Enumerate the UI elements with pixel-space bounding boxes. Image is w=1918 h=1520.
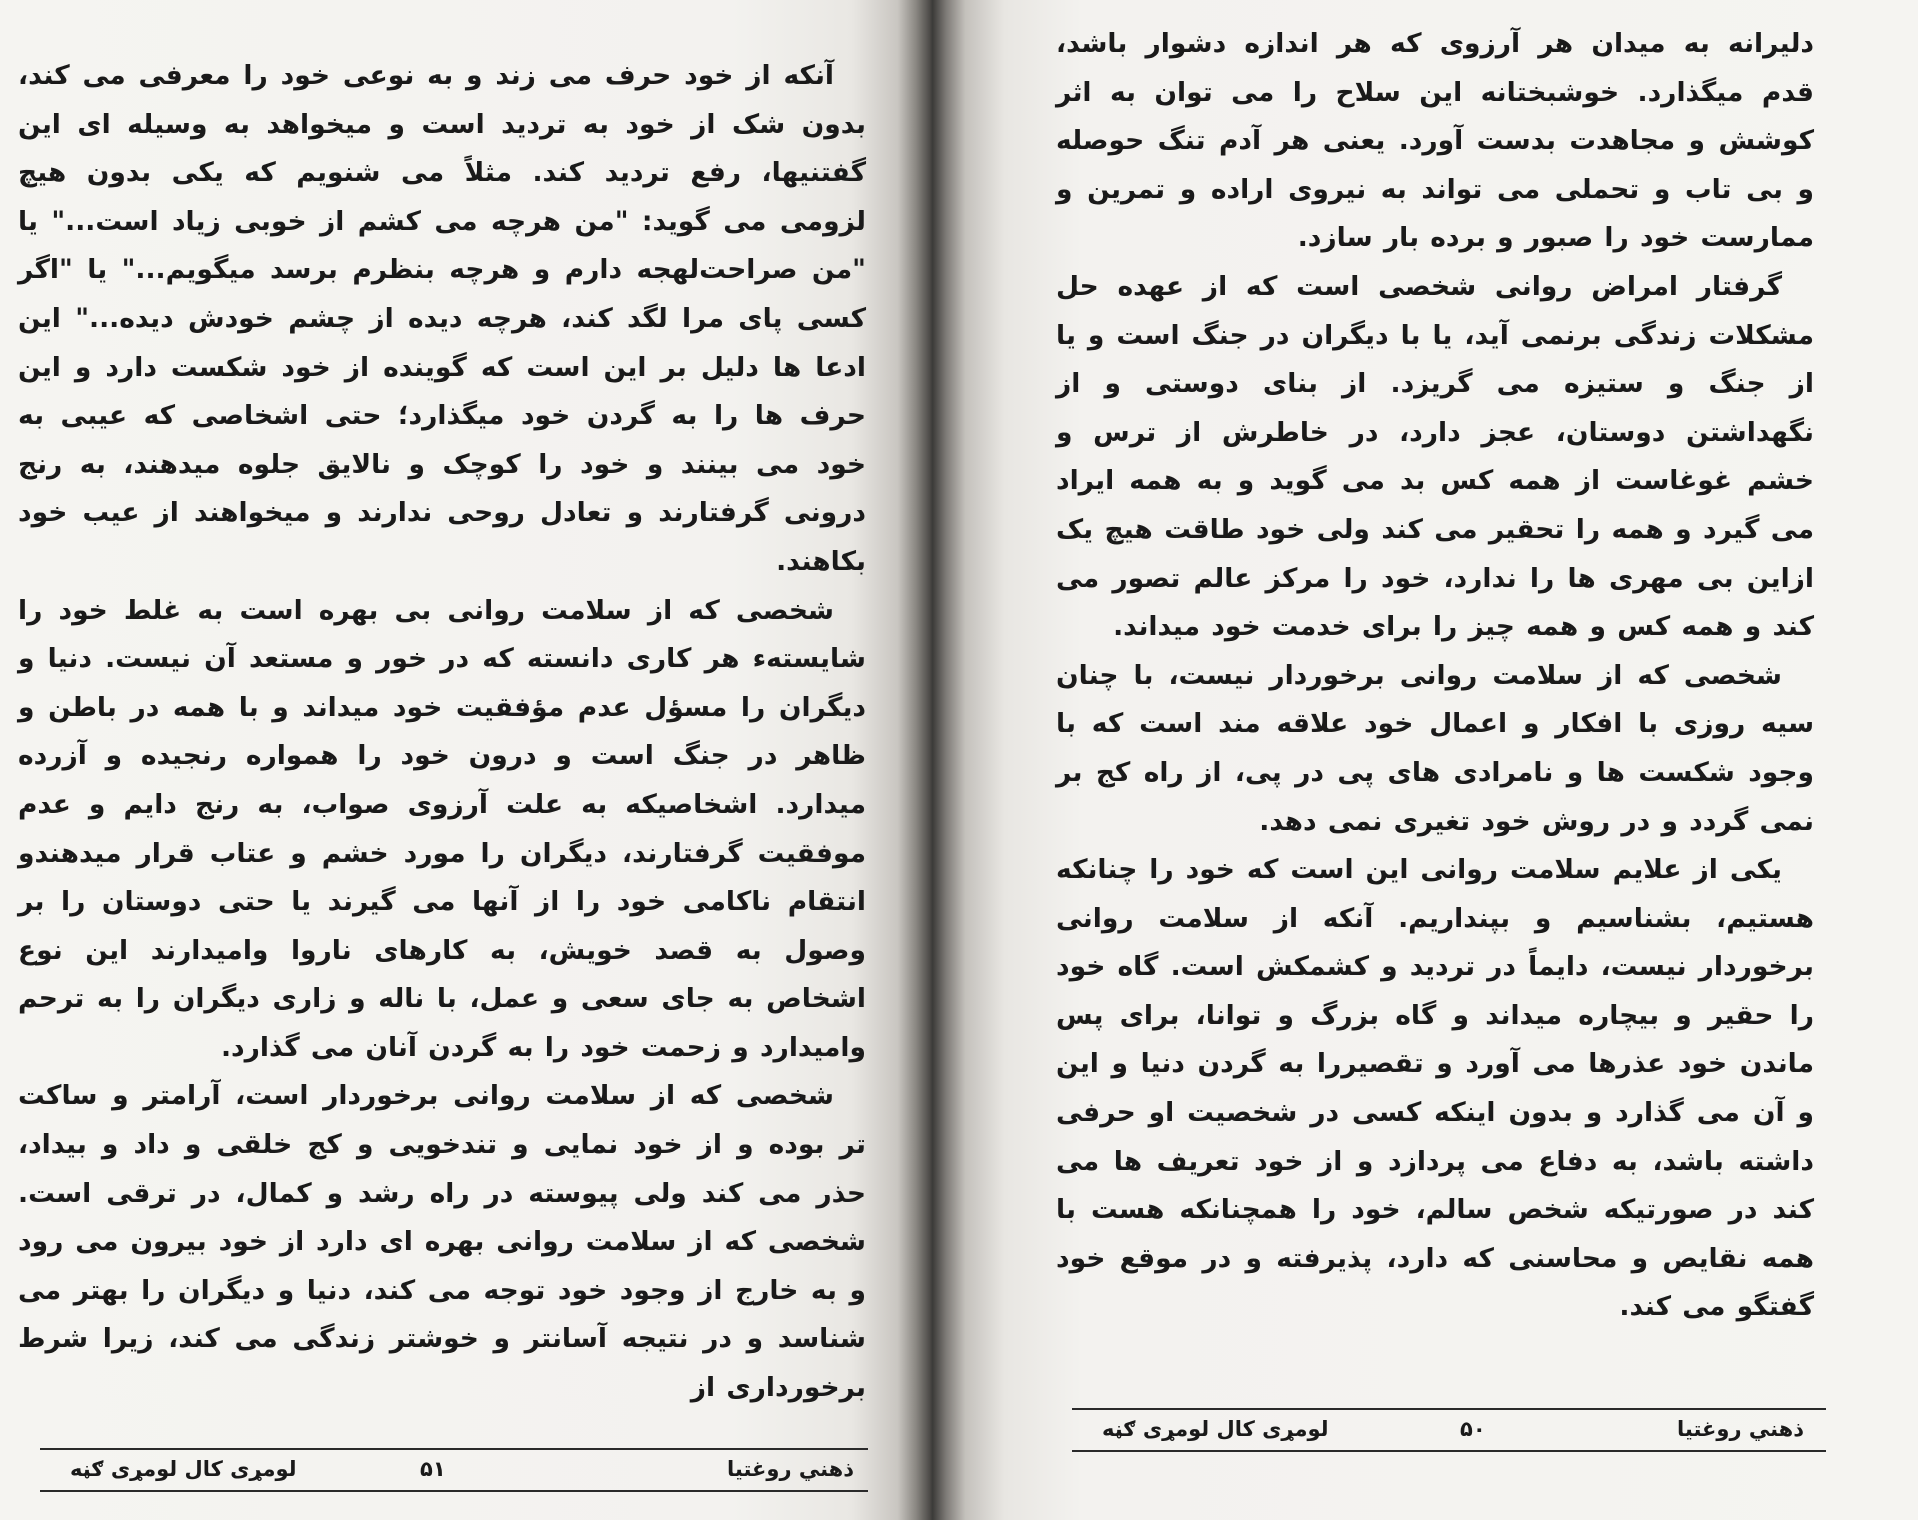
footer-rule-top — [1072, 1408, 1826, 1410]
footer-rule-bottom — [40, 1490, 868, 1492]
left-paragraph-3: شخصی که از سلامت روانی برخوردار است، آرامتر و ساکت تر بوده و از خود نمایی و تندخویی و کج خلقی و داد و بیداد، حذر می کند ولی پیوسته در راه رشد و کمال، در ترقی است. شخصی که از سلامت روانی بهره ای دارد از خود بیرون می رود و به خارج از وجود خود توجه می کند، دنیا و دیگران را بهتر می شناسد و در نتیجه آسانتر و خوشتر زندگی می کند، زیرا شرط برخورداری از — [18, 1080, 866, 1404]
right-paragraph-4: یکی از علایم سلامت روانی این است که خود را چنانکه هستیم، بشناسیم و بپنداریم. آنکه از سلامت روانی برخوردار نیست، دایماً در تردید و کشمکش است. گاه خود را حقیر و بیچاره میداند و گاه بزرگ و توانا، برای پس ماندن خود عذرها می آورد و تقصیررا به گردن دنیا و این و آن می گذارد و بدون اینکه کسی در شخصیت او حرفی داشته باشد، به دفاع می پردازد و از خود تعریف ها می کند در صورتیکه شخص سالم، خود را همچنانکه هست با همه نقایص و محاسنی که دارد، پذیرفته و در موقع خود گفتگو می کند. — [1056, 854, 1814, 1323]
page-number: ۵۰ — [1460, 1417, 1486, 1441]
footer-issue-label: لومړی کال لومړی ګڼه — [1102, 1417, 1329, 1441]
right-paragraph-3: شخصی که از سلامت روانی برخوردار نیست، با چنان سیه روزی با افکار و اعمال خود علاقه مند است که با وجود شکست ها و نامرادی های پی در پی، از راه کج بر نمی گردد و در روش خود تغیری نمی دهد. — [1056, 659, 1814, 837]
right-page — [946, 0, 1918, 1520]
left-paragraph-1: آنکه از خود حرف می زند و به نوعی خود را معرفی می کند، بدون شک از خود به تردید است و میخواهد به وسیله ای این گفتنیها، رفع تردید کند. مثلاً می شنویم که یکی بدون هیچ لزومی می گوید: "من هرچه می کشم از خوبی زیاد است..." یا "من صراحت‌لهجه دارم و هرچه بنظرم برسد میگویم..." یا "اگر کسی پای مرا لگد کند، هرچه دیده از چشم خودش دیده..." این ادعا ها دلیل بر این است که گوینده از خود شکست دارد و این حرف ها را به گردن خود میگذارد؛ حتی اشخاصی که عیبی به خود می بینند و خود را کوچک و نالایق جلوه میدهند، به رنج درونی گرفتارند و تعادل روحی ندارند و میخواهند از عیب خود بکاهند. — [18, 60, 866, 577]
book-gutter — [916, 0, 946, 1520]
footer-issue-label: لومړی کال لومړی ګڼه — [70, 1457, 297, 1481]
left-page — [0, 0, 916, 1520]
page-number: ۵۱ — [420, 1457, 446, 1481]
right-paragraph-2: گرفتار امراض روانی شخصی است که از عهده حل مشکلات زندگی برنمی آید، یا با دیگران در جنگ است و یا از جنگ و ستیزه می گریزد. از بنای دوستی و از نگهداشتن دوستان، عجز دارد، در خاطرش از ترس و خشم غوغاست از همه کس بد می گوید و به همه ایراد می گیرد و همه را تحقیر می کند ولی خود طاقت هیچ یک ازاین بی مهری ها را ندارد، خود را مرکز عالم تصور می کند و همه کس و همه چیز را برای خدمت خود میداند. — [1056, 270, 1814, 643]
left-paragraph-2: شخصی که از سلامت روانی بی بهره است به غلط خود را شایستهء هر کاری دانسته که در خور و مستعد آن نیست. دنیا و دیگران را مسؤل عدم مؤفقیت خود میداند و با همه در باطن و ظاهر در جنگ است و درون خود را همواره رنجیده و آزرده میدارد. اشخاصیکه به علت آرزوی صواب، به رنج دایم و عدم موفقیت گرفتارند، دیگران را مورد خشم و عتاب قرار میدهندو انتقام ناکامی خود را از آنها می گیرند یا حتی دوستان را بر وصول به قصد خویش، به کارهای ناروا وامیدارند این نوع اشخاص به جای سعی و عمل، با ناله و زاری دیگران را به ترحم وامیدارد و زحمت خود را به گردن آنان می گذارد. — [18, 594, 866, 1063]
left-page-footer — [40, 1448, 868, 1492]
footer-rule-bottom — [1072, 1450, 1826, 1452]
footer-book-title: ذهني روغتيا — [727, 1457, 854, 1481]
left-page-body — [18, 52, 866, 1413]
right-paragraph-1: دلیرانه به میدان هر آرزوی که هر اندازه دشوار باشد، قدم میگذارد. خوشبختانه این سلاح را می توان به اثر کوشش و مجاهدت بدست آورد. یعنی هر آدم تنگ حوصله و بی تاب و تحملی می تواند به نیروی اراده و تمرین و ممارست خود را صبور و برده بار سازد. — [1056, 28, 1814, 254]
right-page-footer — [1072, 1408, 1826, 1452]
footer-book-title: ذهني روغتيا — [1677, 1417, 1804, 1441]
right-page-body — [1056, 20, 1814, 1332]
footer-rule-top — [40, 1448, 868, 1450]
